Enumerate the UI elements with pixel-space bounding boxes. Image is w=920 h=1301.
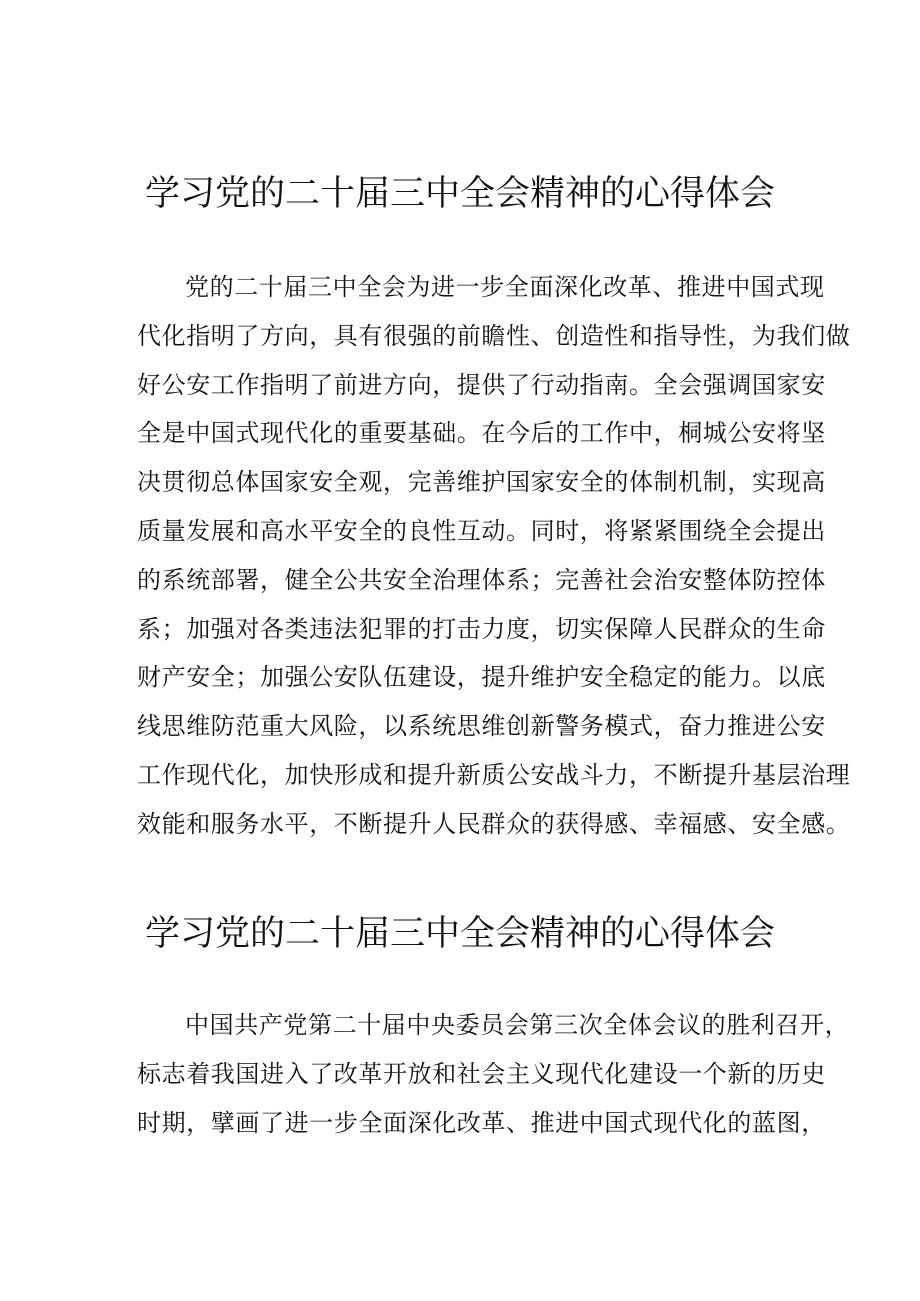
paragraph-line: 线思维防范重大风险，以系统思维创新警务模式，奋力推进公安 bbox=[137, 712, 826, 741]
section-title: 学习党的二十届三中全会精神的心得体会 bbox=[144, 174, 775, 214]
paragraph-line: 中国共产党第二十届中央委员会第三次全体会议的胜利召开， bbox=[185, 1011, 850, 1039]
paragraph-line: 财产安全；加强公安队伍建设，提升维护安全稳定的能力。以底 bbox=[137, 663, 826, 692]
paragraph-line: 系；加强对各类违法犯罪的打击力度，切实保障人民群众的生命 bbox=[137, 614, 826, 643]
section-title: 学习党的二十届三中全会精神的心得体会 bbox=[144, 914, 775, 954]
paragraph-line: 效能和服务水平，不断提升人民群众的获得感、幸福感、安全感。 bbox=[137, 809, 851, 838]
section-paragraph bbox=[137, 263, 851, 849]
paragraph-line: 的系统部署，健全公共安全治理体系；完善社会治安整体防控体 bbox=[137, 565, 826, 594]
paragraph-line: 标志着我国进入了改革开放和社会主义现代化建设一个新的历史 bbox=[137, 1059, 826, 1088]
section-paragraph bbox=[137, 1001, 850, 1147]
paragraph-line: 质量发展和高水平安全的良性互动。同时，将紧紧围绕全会提出 bbox=[137, 516, 826, 545]
paragraph-line: 代化指明了方向，具有很强的前瞻性、创造性和指导性，为我们做 bbox=[137, 321, 851, 350]
paragraph-line: 党的二十届三中全会为进一步全面深化改革、推进中国式现 bbox=[185, 273, 825, 301]
paragraph-line: 工作现代化，加快形成和提升新质公安战斗力，不断提升基层治理 bbox=[137, 760, 851, 789]
paragraph-line: 好公安工作指明了前进方向，提供了行动指南。全会强调国家安 bbox=[137, 370, 826, 399]
paragraph-line: 决贯彻总体国家安全观，完善维护国家安全的体制机制，实现高 bbox=[137, 468, 826, 497]
paragraph-line: 时期，擘画了进一步全面深化改革、推进中国式现代化的蓝图， bbox=[137, 1108, 826, 1137]
paragraph-line: 全是中国式现代化的重要基础。在今后的工作中，桐城公安将坚 bbox=[137, 419, 826, 448]
